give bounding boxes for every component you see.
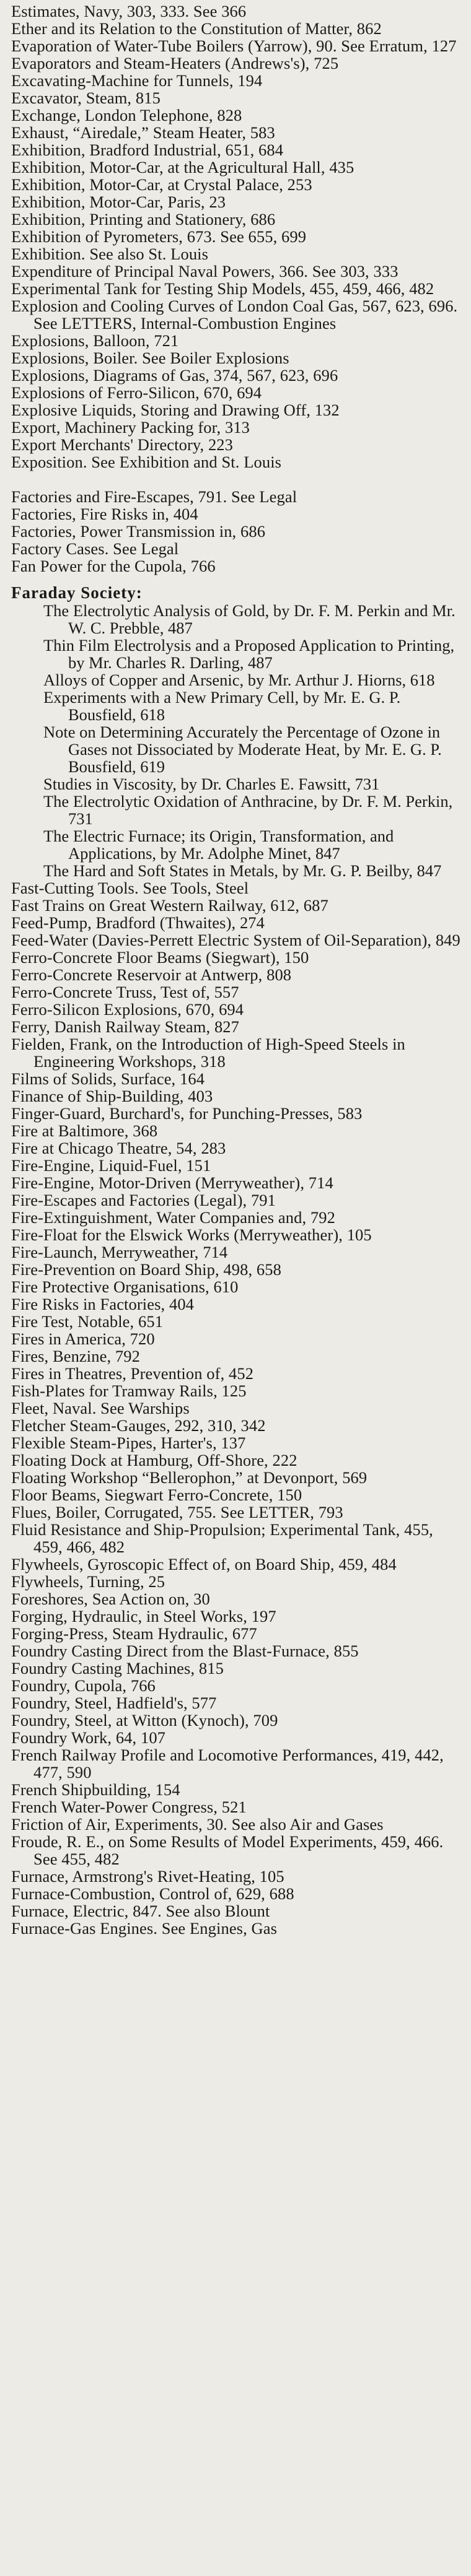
section-gap bbox=[11, 471, 465, 488]
index-entry: Fire-Launch, Merryweather, 714 bbox=[11, 1243, 228, 1261]
index-entry: Films of Solids, Surface, 164 bbox=[11, 1069, 205, 1088]
index-entry: Fire-Escapes and Factories (Legal), 791 bbox=[11, 1191, 276, 1209]
faraday-society-heading: Faraday Society: bbox=[11, 583, 143, 602]
index-entry: Foundry Casting Direct from the Blast-Furnace, 855 bbox=[11, 1642, 359, 1660]
faraday-paper: Alloys of Copper and Arsenic, by Mr. Arthur J. Hiorns, 618 bbox=[43, 671, 435, 689]
index-entry: Exhibition, Motor-Car, at Crystal Palace, 253 bbox=[11, 175, 312, 194]
index-entry: Exhibition, Printing and Stationery, 686 bbox=[11, 210, 276, 228]
index-entry: Ferro-Concrete Truss, Test of, 557 bbox=[11, 983, 239, 1001]
faraday-paper: Thin Film Electrolysis and a Proposed Application to Printing, by Mr. Charles R. Darling, 487 bbox=[43, 636, 455, 672]
index-entry: Fire-Engine, Liquid-Fuel, 151 bbox=[11, 1156, 211, 1175]
index-entry: Foundry, Cupola, 766 bbox=[11, 1676, 156, 1695]
index-entry: Froude, R. E., on Some Results of Model Experiments, 459, 466. See 455, 482 bbox=[11, 1832, 444, 1868]
index-entry: Factories, Fire Risks in, 404 bbox=[11, 505, 198, 523]
faraday-paper: The Hard and Soft States in Metals, by Mr. G. P. Beilby, 847 bbox=[43, 861, 442, 880]
index-entry: Explosion and Cooling Curves of London Coal Gas, 567, 623, 696. See LETTERS, Internal-Combustion Engines bbox=[11, 297, 458, 333]
index-entry: Foundry Casting Machines, 815 bbox=[11, 1659, 224, 1677]
index-entry: Ether and its Relation to the Constitution of Matter, 862 bbox=[11, 19, 382, 38]
index-entry: Fire at Chicago Theatre, 54, 283 bbox=[11, 1139, 226, 1157]
index-entry: Furnace-Combustion, Control of, 629, 688 bbox=[11, 1884, 294, 1903]
index-entry: Finger-Guard, Burchard's, for Punching-Presses, 583 bbox=[11, 1104, 363, 1123]
index-entry: Exhibition, Bradford Industrial, 651, 684 bbox=[11, 141, 284, 159]
index-entry: Fire Risks in Factories, 404 bbox=[11, 1295, 195, 1313]
index-entry: Ferro-Concrete Reservoir at Antwerp, 808 bbox=[11, 965, 292, 984]
index-entry: Ferro-Silicon Explosions, 670, 694 bbox=[11, 1000, 244, 1019]
index-entry: French Shipbuilding, 154 bbox=[11, 1780, 180, 1799]
index-entry: Fire-Extinguishment, Water Companies and, 792 bbox=[11, 1208, 335, 1227]
index-entry: Foundry, Steel, Hadfield's, 577 bbox=[11, 1694, 217, 1712]
index-entry: Fires in Theatres, Prevention of, 452 bbox=[11, 1364, 254, 1383]
index-entry: Floating Dock at Hamburg, Off-Shore, 222 bbox=[11, 1451, 297, 1469]
index-entry: Feed-Pump, Bradford (Thwaites), 274 bbox=[11, 913, 265, 932]
index-entry: Ferro-Concrete Floor Beams (Siegwart), 150 bbox=[11, 948, 309, 967]
index-entry: Flexible Steam-Pipes, Harter's, 137 bbox=[11, 1434, 246, 1452]
faraday-paper: Studies in Viscosity, by Dr. Charles E. Fawsitt, 731 bbox=[43, 775, 380, 793]
index-section-e bbox=[11, 2, 465, 471]
index-entry: Fire at Baltimore, 368 bbox=[11, 1121, 158, 1140]
index-entry: Exhaust, “Airedale,” Steam Heater, 583 bbox=[11, 123, 275, 142]
index-entry: Explosions, Diagrams of Gas, 374, 567, 623, 696 bbox=[11, 366, 338, 385]
index-entry: Fire Protective Organisations, 610 bbox=[11, 1277, 239, 1296]
index-entry: Fire-Float for the Elswick Works (Merryweather), 105 bbox=[11, 1225, 372, 1244]
index-entry: Foundry Work, 64, 107 bbox=[11, 1728, 166, 1747]
index-entry: Fire-Prevention on Board Ship, 498, 658 bbox=[11, 1260, 281, 1279]
index-entry: Foreshores, Sea Action on, 30 bbox=[11, 1590, 210, 1608]
index-entry: Factories, Power Transmission in, 686 bbox=[11, 522, 266, 541]
index-entry: Factories and Fire-Escapes, 791. See Legal bbox=[11, 487, 297, 506]
index-entry: Fielden, Frank, on the Introduction of High-Speed Steels in Engineering Workshops, 318 bbox=[11, 1035, 405, 1071]
index-entry: Experimental Tank for Testing Ship Models, 455, 459, 466, 482 bbox=[11, 279, 434, 298]
index-entry: Flues, Boiler, Corrugated, 755. See LETTER, 793 bbox=[11, 1503, 343, 1521]
index-entry: Furnace, Electric, 847. See also Blount bbox=[11, 1902, 270, 1920]
index-entry: Explosions, Balloon, 721 bbox=[11, 331, 179, 350]
faraday-paper: Note on Determining Accurately the Percentage of Ozone in Gases not Dissociated by Moderate Heat, by Mr. E. G. P. Bousfield, 619 bbox=[43, 723, 442, 776]
index-entry: Finance of Ship-Building, 403 bbox=[11, 1087, 213, 1105]
index-entry: Exhibition. See also St. Louis bbox=[11, 245, 209, 263]
faraday-paper: The Electrolytic Oxidation of Anthracine, by Dr. F. M. Perkin, 731 bbox=[43, 792, 453, 828]
index-entry: Expenditure of Principal Naval Powers, 366. See 303, 333 bbox=[11, 262, 398, 281]
index-entry: Explosions of Ferro-Silicon, 670, 694 bbox=[11, 383, 262, 402]
index-entry: Explosions, Boiler. See Boiler Explosions bbox=[11, 349, 289, 367]
index-entry: Flywheels, Turning, 25 bbox=[11, 1572, 165, 1591]
index-entry: Export, Machinery Packing for, 313 bbox=[11, 418, 250, 437]
index-entry: Feed-Water (Davies-Perrett Electric System of Oil-Separation), 849 bbox=[11, 931, 460, 949]
index-entry: Forging-Press, Steam Hydraulic, 677 bbox=[11, 1624, 257, 1643]
index-entry: Fire Test, Notable, 651 bbox=[11, 1312, 164, 1331]
index-entry: Exhibition, Motor-Car, at the Agricultural Hall, 435 bbox=[11, 158, 354, 176]
index-entry: Fires in America, 720 bbox=[11, 1329, 155, 1348]
index-entry: Fletcher Steam-Gauges, 292, 310, 342 bbox=[11, 1416, 266, 1435]
index-section-f-continued bbox=[11, 879, 465, 1937]
faraday-paper: Experiments with a New Primary Cell, by Mr. E. G. P. Bousfield, 618 bbox=[43, 688, 401, 724]
index-entry: Excavating-Machine for Tunnels, 194 bbox=[11, 71, 263, 90]
index-entry: French Railway Profile and Locomotive Performances, 419, 442, 477, 590 bbox=[11, 1746, 444, 1782]
index-entry: Fast-Cutting Tools. See Tools, Steel bbox=[11, 879, 249, 897]
index-entry: Exposition. See Exhibition and St. Louis bbox=[11, 453, 282, 471]
index-entry: Fan Power for the Cupola, 766 bbox=[11, 557, 216, 575]
index-entry: Exchange, London Telephone, 828 bbox=[11, 106, 242, 124]
faraday-society-section bbox=[11, 583, 465, 879]
index-entry: French Water-Power Congress, 521 bbox=[11, 1798, 247, 1816]
index-entry: Forging, Hydraulic, in Steel Works, 197 bbox=[11, 1607, 276, 1625]
index-entry: Furnace-Gas Engines. See Engines, Gas bbox=[11, 1919, 278, 1938]
index-entry: Floating Workshop “Bellerophon,” at Devonport, 569 bbox=[11, 1468, 368, 1487]
index-entry: Fast Trains on Great Western Railway, 612, 687 bbox=[11, 896, 328, 915]
index-entry: Foundry, Steel, at Witton (Kynoch), 709 bbox=[11, 1711, 278, 1730]
index-entry: Fire-Engine, Motor-Driven (Merryweather), 714 bbox=[11, 1173, 333, 1192]
index-entry: Factory Cases. See Legal bbox=[11, 539, 179, 558]
index-entry: Explosive Liquids, Storing and Drawing Off, 132 bbox=[11, 401, 340, 419]
faraday-paper: The Electrolytic Analysis of Gold, by Dr. F. M. Perkin and Mr. W. C. Prebble, 487 bbox=[43, 601, 456, 637]
index-entry: Estimates, Navy, 303, 333. See 366 bbox=[11, 2, 247, 20]
index-entry: Exhibition, Motor-Car, Paris, 23 bbox=[11, 193, 226, 211]
index-entry: Exhibition of Pyrometers, 673. See 655, 699 bbox=[11, 227, 307, 246]
index-entry: Excavator, Steam, 815 bbox=[11, 89, 161, 107]
index-section-f bbox=[11, 488, 465, 575]
index-entry: Evaporators and Steam-Heaters (Andrews's), 725 bbox=[11, 54, 339, 72]
index-entry: Floor Beams, Siegwart Ferro-Concrete, 150 bbox=[11, 1486, 302, 1504]
index-entry: Ferry, Danish Railway Steam, 827 bbox=[11, 1017, 240, 1036]
index-entry: Furnace, Armstrong's Rivet-Heating, 105 bbox=[11, 1867, 284, 1886]
index-entry: Fleet, Naval. See Warships bbox=[11, 1399, 190, 1417]
index-entry: Fires, Benzine, 792 bbox=[11, 1347, 140, 1365]
section-gap bbox=[11, 575, 465, 583]
index-entry: Friction of Air, Experiments, 30. See also Air and Gases bbox=[11, 1815, 384, 1834]
index-entry: Fluid Resistance and Ship-Propulsion; Experimental Tank, 455, 459, 466, 482 bbox=[11, 1520, 433, 1556]
index-entry: Export Merchants' Directory, 223 bbox=[11, 435, 234, 454]
index-entry: Evaporation of Water-Tube Boilers (Yarrow), 90. See Erratum, 127 bbox=[11, 37, 457, 55]
index-entry: Flywheels, Gyroscopic Effect of, on Board Ship, 459, 484 bbox=[11, 1555, 397, 1573]
index-entry: Fish-Plates for Tramway Rails, 125 bbox=[11, 1382, 247, 1400]
faraday-paper: The Electric Furnace; its Origin, Transformation, and Applications, by Mr. Adolphe Minet, 847 bbox=[43, 827, 394, 863]
